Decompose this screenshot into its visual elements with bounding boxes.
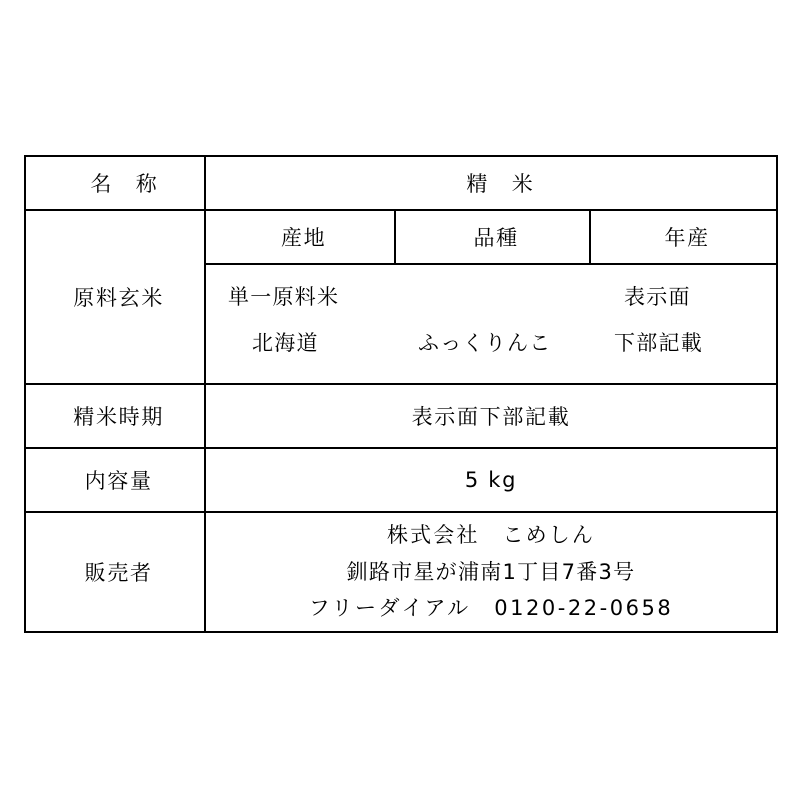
row-value-milling-date: 表示面下部記載 (205, 384, 777, 448)
row-header-name: 名 称 (25, 156, 205, 210)
table-row-seller (25, 512, 777, 632)
seller-company-name: 株式会社 こめしん (387, 522, 595, 547)
origin-values-cell (205, 264, 777, 384)
subheader-production-area: 産地 (205, 210, 395, 264)
row-header-volume: 内容量 (25, 448, 205, 512)
origin-single-source: 単一原料米 (228, 285, 340, 309)
seller-address: 釧路市星が浦南1丁目7番3号 (346, 559, 636, 584)
subheader-variety: 品種 (395, 210, 590, 264)
row-value-seller (205, 512, 777, 632)
origin-display-top: 表示面 (624, 285, 691, 309)
table-row-volume (25, 448, 777, 512)
row-header-origin: 原料玄米 (25, 210, 205, 384)
subheader-crop-year: 年産 (590, 210, 777, 264)
origin-display-bottom: 下部記載 (614, 331, 704, 355)
origin-variety: ふっくりんこ (418, 331, 552, 355)
row-value-volume: 5 kg (205, 448, 777, 512)
row-header-seller: 販売者 (25, 512, 205, 632)
table-row-origin-subheaders (25, 210, 777, 264)
seller-phone: フリーダイアル 0120-22-0658 (308, 596, 674, 621)
row-header-milling-date: 精米時期 (25, 384, 205, 448)
origin-place: 北海道 (252, 331, 319, 355)
table-row-milling-date (25, 384, 777, 448)
row-value-name: 精 米 (205, 156, 777, 210)
rice-nutrition-label-table (24, 155, 778, 633)
table-row-name (25, 156, 777, 210)
